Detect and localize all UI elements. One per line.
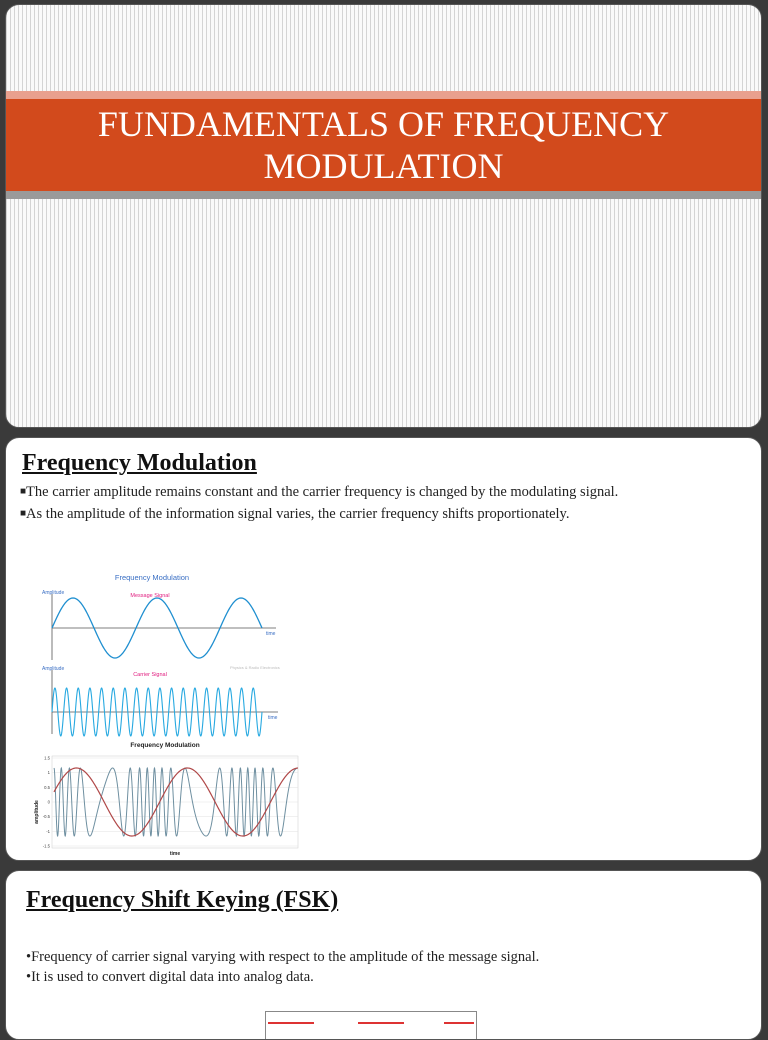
slide-heading: Frequency Modulation (22, 450, 257, 476)
bullet-text: As the amplitude of the information signal varies, the carrier frequency shifts proportionately. (26, 506, 570, 522)
panel1-xlabel: time (266, 631, 276, 637)
panel3-y-tick-label: -1 (46, 828, 50, 834)
slide-title (6, 103, 761, 187)
panel3-ylabel: amplitude (34, 800, 40, 824)
bullet-text: Frequency of carrier signal varying with respect to the amplitude of the message signal. (31, 949, 540, 965)
title-line-1: FUNDAMENTALS OF FREQUENCY (97, 104, 670, 144)
bullet-list (20, 482, 618, 526)
bullet-item (20, 482, 618, 504)
bullet-marker: • (26, 949, 32, 965)
panel3-y-tick-label: 1.5 (44, 755, 50, 761)
fsk-slide (5, 870, 762, 1040)
panel2-watermark: Physics & Radio Electronics (230, 665, 280, 670)
panel3-y-tick-label: 0 (47, 799, 50, 805)
fm-figure (32, 566, 302, 856)
bullet-list (26, 947, 539, 987)
panel1-series-label: Message Signal (130, 593, 170, 599)
panel3-y-ticks (43, 756, 51, 849)
title-band-bottom-stripe (6, 191, 761, 199)
title-band-top-stripe (6, 91, 761, 99)
bullet-marker: ■ (20, 486, 27, 497)
bullet-marker: • (26, 969, 32, 985)
bullet-text: The carrier amplitude remains constant and the carrier frequency is changed by the modulating signal. (26, 484, 619, 500)
fsk-diagram-box (265, 1011, 477, 1040)
panel2-ylabel: Amplitude (42, 666, 65, 672)
panel3-y-tick-label: -0.5 (42, 814, 50, 820)
panel2-series-label: Carrier Signal (133, 672, 167, 678)
slide-heading: Frequency Shift Keying (FSK) (26, 887, 339, 913)
panel3-y-tick-label: -1.5 (42, 843, 50, 849)
panel3-title: Frequency Modulation (130, 742, 200, 749)
panel3-xlabel: time (169, 851, 181, 856)
bullet-marker: ■ (20, 508, 27, 519)
title-slide (5, 4, 762, 428)
bullet-item (20, 504, 618, 526)
figure-title: Frequency Modulation (114, 573, 190, 582)
panel3-y-tick-label: 0.5 (44, 784, 50, 790)
bullet-item (26, 967, 539, 987)
panel2-xlabel: time (268, 715, 278, 721)
fm-slide (5, 437, 762, 861)
title-line-2: MODULATION (263, 146, 504, 186)
bullet-text: It is used to convert digital data into analog data. (31, 969, 314, 985)
panel1-ylabel: Amplitude (42, 590, 65, 596)
panel3-y-tick-label: 1 (47, 770, 50, 776)
bullet-item (26, 947, 539, 967)
